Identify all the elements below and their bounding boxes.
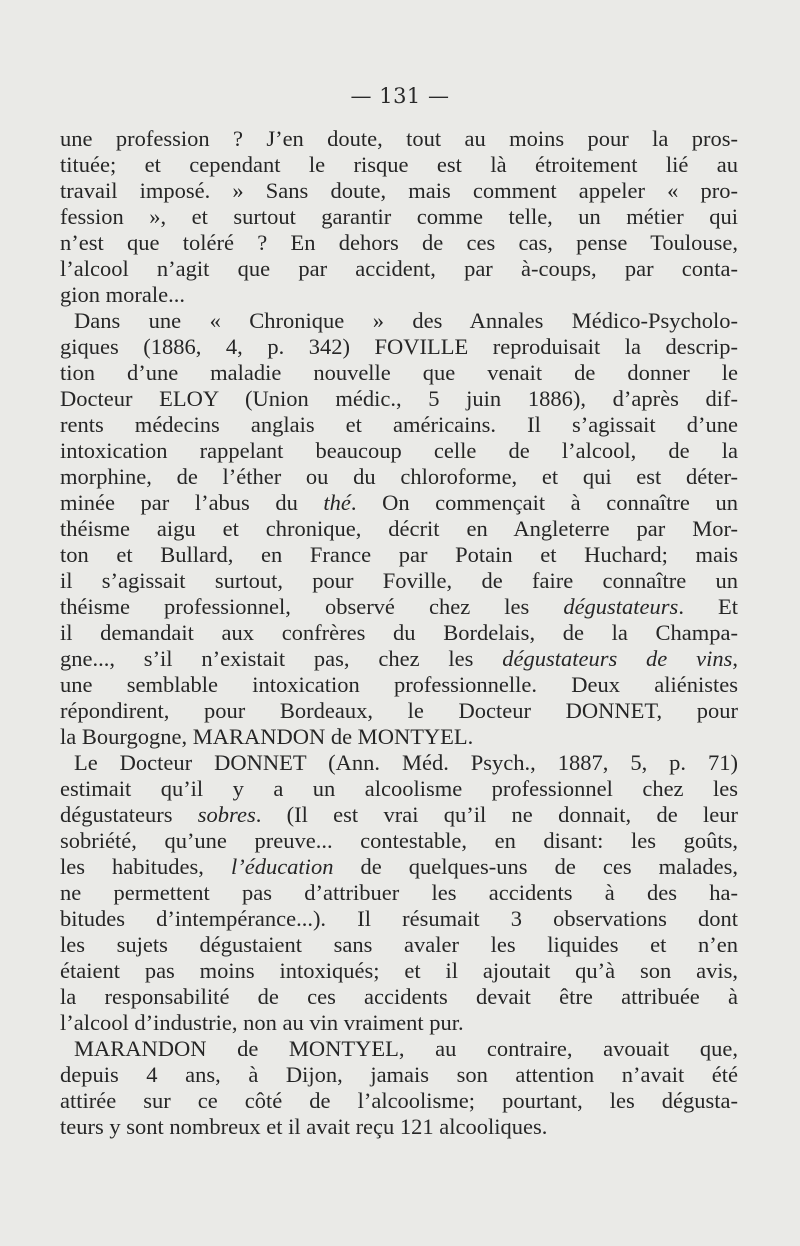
text-segment: tituée; et cependant le risque est là étroitement lié au <box>60 152 738 177</box>
text-line <box>60 1062 738 1088</box>
text-segment: ton et Bullard, en France par Potain et Huchard; mais <box>60 542 738 567</box>
text-line <box>60 1036 738 1062</box>
text-line <box>60 152 738 178</box>
text-line <box>60 1088 738 1114</box>
text-line <box>60 750 738 776</box>
text-line <box>60 438 738 464</box>
text-line <box>60 178 738 204</box>
text-segment: . On commençait à connaître un <box>350 490 738 515</box>
text-segment: une semblable intoxication professionnelle. Deux aliénistes <box>60 672 738 697</box>
italic-text: dégustateurs de vins <box>502 646 733 671</box>
text-line <box>60 464 738 490</box>
text-segment: l’alcool d’industrie, non au vin vraiment pur. <box>60 1010 464 1035</box>
text-segment: une profession ? J’en doute, tout au moins pour la pros- <box>60 126 738 151</box>
text-line <box>60 776 738 802</box>
text-line <box>60 984 738 1010</box>
text-segment: bitudes d’intempérance...). Il résumait 3 observations dont <box>60 906 738 931</box>
text-segment: la responsabilité de ces accidents devait être attribuée à <box>60 984 738 1009</box>
text-line <box>60 282 738 308</box>
text-line <box>60 620 738 646</box>
text-segment: il s’agissait surtout, pour Foville, de faire connaître un <box>60 568 738 593</box>
text-segment: l’alcool n’agit que par accident, par à-coups, par conta- <box>60 256 738 281</box>
italic-text: dégustateurs <box>563 594 679 619</box>
text-segment: gion morale... <box>60 282 185 307</box>
text-line <box>60 958 738 984</box>
text-line <box>60 1114 738 1140</box>
text-line <box>60 204 738 230</box>
text-line <box>60 646 738 672</box>
text-segment: ne permettent pas d’attribuer les accidents à des ha- <box>60 880 738 905</box>
text-line <box>60 256 738 282</box>
text-segment: n’est que toléré ? En dehors de ces cas, pense Toulouse, <box>60 230 738 255</box>
text-line <box>60 880 738 906</box>
text-line <box>60 828 738 854</box>
text-line <box>60 724 738 750</box>
body-text <box>60 126 738 1140</box>
text-segment: tion d’une maladie nouvelle que venait de donner le <box>60 360 738 385</box>
text-line <box>60 672 738 698</box>
text-segment: Dans une « Chronique » des Annales Médico-Psycholo- <box>74 308 738 333</box>
text-segment: MARANDON de MONTYEL, au contraire, avouait que, <box>74 1036 738 1061</box>
text-segment: de quelques-uns de ces malades, <box>333 854 738 879</box>
text-line <box>60 386 738 412</box>
text-segment: Docteur ELOY (Union médic., 5 juin 1886), d’après dif- <box>60 386 738 411</box>
text-segment: la Bourgogne, MARANDON de MONTYEL. <box>60 724 474 749</box>
page-number: — 131 — <box>350 84 450 108</box>
text-segment: il demandait aux confrères du Bordelais, de la Champa- <box>60 620 738 645</box>
text-segment: Le Docteur DONNET (Ann. Méd. Psych., 1887, 5, p. 71) <box>74 750 738 775</box>
text-line <box>60 1010 738 1036</box>
text-segment: gne..., s’il n’existait pas, chez les <box>60 646 503 671</box>
text-segment: étaient pas moins intoxiqués; et il ajoutait qu’à son avis, <box>60 958 738 983</box>
text-line <box>60 542 738 568</box>
text-segment: intoxication rappelant beaucoup celle de l’alcool, de la <box>60 438 738 463</box>
italic-text: l’éducation <box>230 854 334 879</box>
text-line <box>60 698 738 724</box>
text-line <box>60 516 738 542</box>
text-line <box>60 334 738 360</box>
text-line <box>60 854 738 880</box>
italic-text: sobres <box>197 802 256 827</box>
text-segment: travail imposé. » Sans doute, mais comment appeler « pro- <box>60 178 738 203</box>
text-segment: fession », et surtout garantir comme telle, un métier qui <box>60 204 738 229</box>
text-line <box>60 308 738 334</box>
text-segment: rents médecins anglais et américains. Il s’agissait d’une <box>60 412 738 437</box>
text-line <box>60 802 738 828</box>
text-line <box>60 412 738 438</box>
text-segment: morphine, de l’éther ou du chloroforme, et qui est déter- <box>60 464 738 489</box>
text-line <box>60 568 738 594</box>
text-segment: estimait qu’il y a un alcoolisme professionnel chez les <box>60 776 738 801</box>
text-line <box>60 360 738 386</box>
text-line <box>60 906 738 932</box>
italic-text: thé <box>323 490 351 515</box>
text-line <box>60 490 738 516</box>
text-segment: dégustateurs <box>60 802 198 827</box>
text-line <box>60 594 738 620</box>
text-segment: , <box>732 646 738 671</box>
text-segment: depuis 4 ans, à Dijon, jamais son attention n’avait été <box>60 1062 738 1087</box>
text-segment: sobriété, qu’une preuve... contestable, en disant: les goûts, <box>60 828 738 853</box>
text-segment: teurs y sont nombreux et il avait reçu 121 alcooliques. <box>60 1114 548 1139</box>
text-segment: attirée sur ce côté de l’alcoolisme; pourtant, les dégusta- <box>60 1088 738 1113</box>
text-segment: les habitudes, <box>60 854 231 879</box>
text-segment: minée par l’abus du <box>60 490 324 515</box>
text-segment: giques (1886, 4, p. 342) FOVILLE reproduisait la descrip- <box>60 334 738 359</box>
text-line <box>60 230 738 256</box>
text-segment: . Et <box>678 594 738 619</box>
text-segment: . (Il est vrai qu’il ne donnait, de leur <box>255 802 739 827</box>
text-line <box>60 126 738 152</box>
text-segment: théisme professionnel, observé chez les <box>60 594 564 619</box>
text-segment: théisme aigu et chronique, décrit en Angleterre par Mor- <box>60 516 738 541</box>
text-segment: répondirent, pour Bordeaux, le Docteur DONNET, pour <box>60 698 738 723</box>
text-segment: les sujets dégustaient sans avaler les liquides et n’en <box>60 932 738 957</box>
text-line <box>60 932 738 958</box>
